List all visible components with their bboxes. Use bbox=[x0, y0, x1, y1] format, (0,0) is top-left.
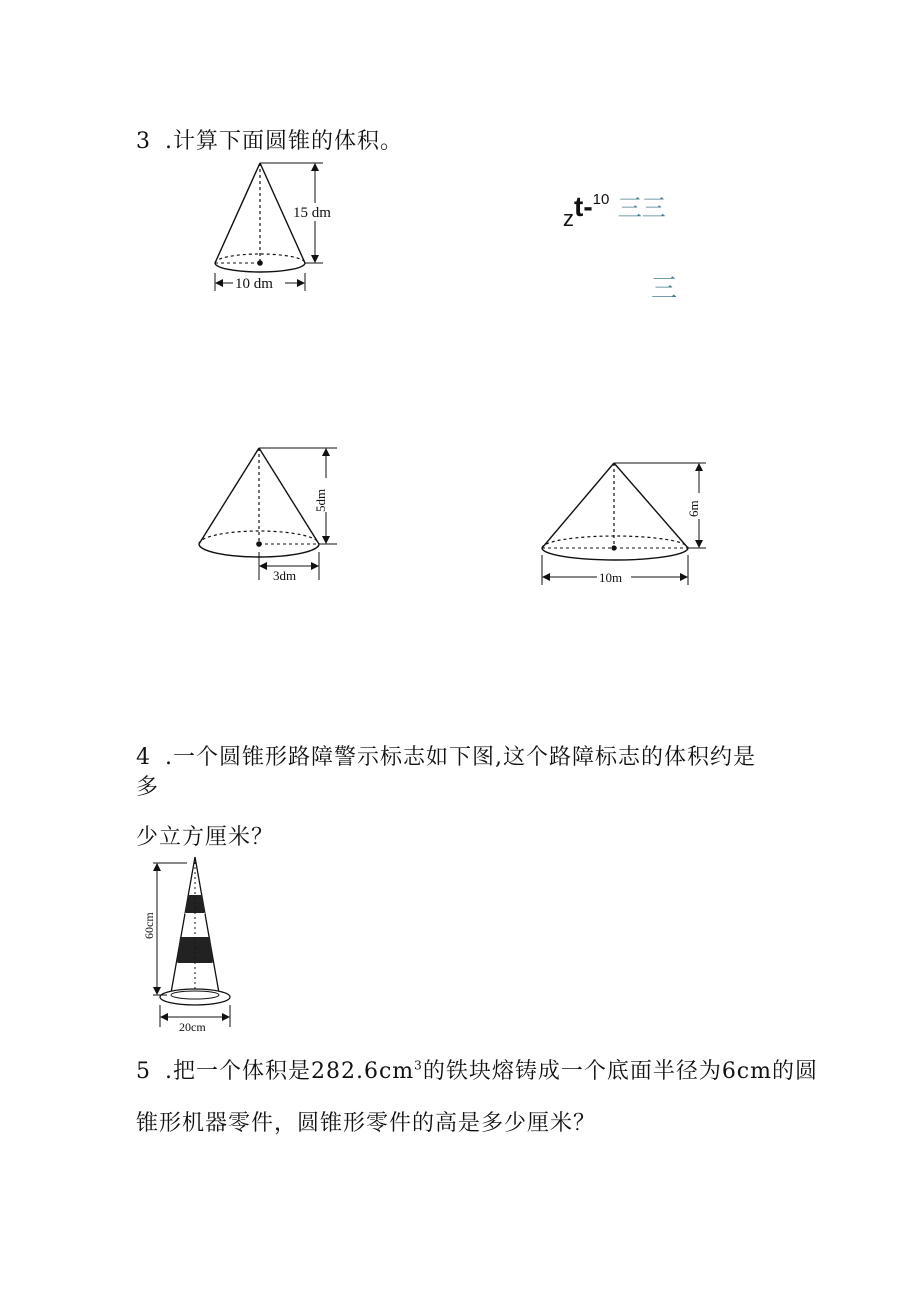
q4-text-line1: .一个圆锥形路障警示标志如下图,这个路障标志的体积约是 bbox=[165, 745, 756, 770]
q4-text-line2: 少立方厘米？ bbox=[136, 825, 275, 850]
q3-cone-figure-3 bbox=[538, 455, 718, 590]
q5-line1-b: 的铁块熔铸成一个底面半径为6cm的圆 bbox=[422, 1059, 818, 1084]
fig2-radius-label: 3dm bbox=[273, 568, 297, 583]
q5-number: 5 bbox=[136, 1059, 151, 1084]
q4-text-line1b: 多 bbox=[136, 775, 160, 800]
fig1-height-label: 15 dm bbox=[293, 205, 331, 221]
garble-blue-2: 三 bbox=[651, 273, 678, 303]
q4-number: 4 bbox=[136, 745, 151, 770]
fig4-diameter-label: 20cm bbox=[179, 1020, 206, 1033]
q3-text: .计算下面圆锥的体积。 bbox=[165, 129, 403, 154]
garble-blue-1: 三三 bbox=[617, 195, 666, 222]
fig1-diameter-label: 10 dm bbox=[235, 276, 273, 292]
fig3-diameter-label: 10m bbox=[599, 570, 623, 585]
garble-sup: 10 bbox=[592, 191, 610, 208]
q3-number: 3 bbox=[136, 129, 151, 154]
q5-line1-sup: 3 bbox=[414, 1058, 423, 1073]
q3-cone-figure-1 bbox=[205, 155, 355, 300]
fig2-height-label: 5dm bbox=[313, 488, 328, 512]
q3-prompt bbox=[136, 124, 403, 155]
q5-prompt-line2: 锥形机器零件，圆锥形零件的高是多少厘米？ bbox=[136, 1111, 597, 1136]
q5-prompt-line1 bbox=[136, 1054, 818, 1085]
q4-traffic-cone-figure bbox=[137, 855, 237, 1033]
q3-cone-figure-2 bbox=[194, 440, 344, 585]
fig3-height-label: 6m bbox=[686, 500, 701, 517]
garble-t: t- bbox=[574, 191, 593, 222]
q3-garbled-text bbox=[563, 188, 666, 231]
fig4-height-label: 60cm bbox=[142, 912, 156, 939]
q5-line1-a: .把一个体积是282.6cm bbox=[165, 1059, 415, 1084]
q4-prompt-line1 bbox=[136, 740, 756, 771]
garble-z: z bbox=[563, 206, 574, 231]
